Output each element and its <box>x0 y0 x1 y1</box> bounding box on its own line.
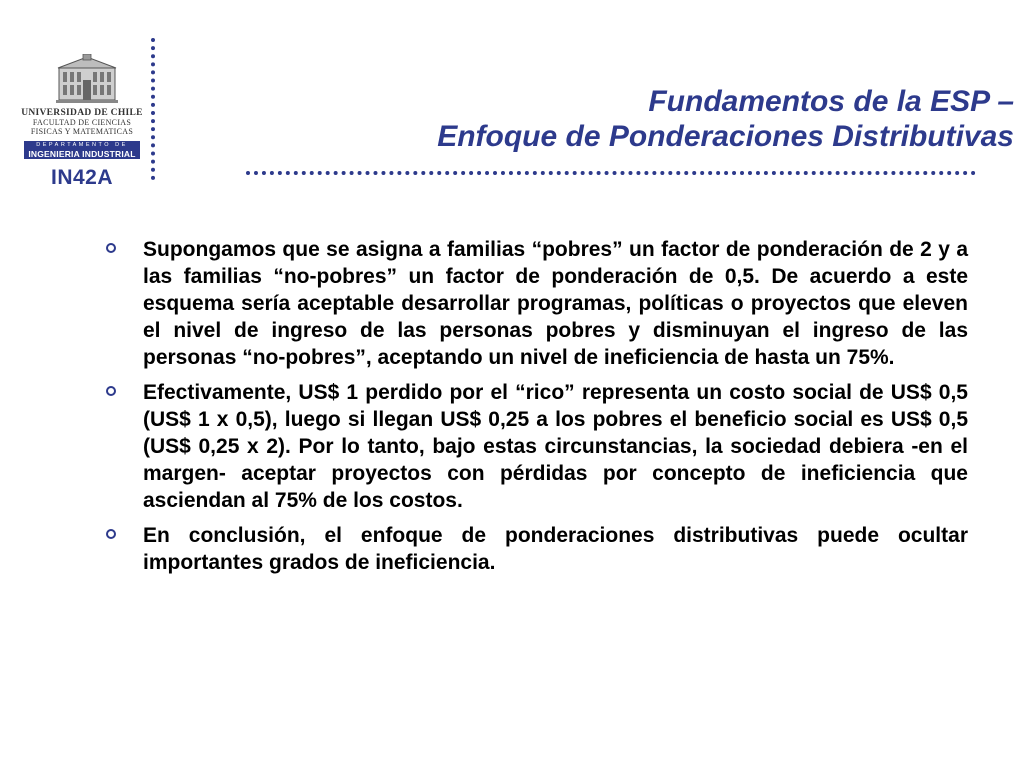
bullet-item <box>100 522 968 576</box>
department-name: INGENIERIA INDUSTRIAL <box>28 149 136 159</box>
bullet-circle-icon <box>106 243 116 253</box>
building-icon <box>56 54 118 104</box>
faculty-line-2: FISICAS Y MATEMATICAS <box>30 127 134 136</box>
slide-title <box>254 84 1014 154</box>
faculty-line-1: FACULTAD DE CIENCIAS <box>32 118 132 127</box>
bullet-text: En conclusión, el enfoque de ponderaciones distributivas puede ocultar importantes grados de ineficiencia. <box>143 524 968 574</box>
title-line-1: Fundamentos de la ESP – <box>648 85 1014 118</box>
course-code: IN42A <box>50 166 114 189</box>
department-label: DEPARTAMENTO DE <box>36 142 128 148</box>
vertical-divider <box>151 38 155 180</box>
bullet-text: Supongamos que se asigna a familias “pobres” un factor de ponderación de 2 y a las familias “no-pobres” un factor de ponderación de 0,5. De acuerdo a este esquema sería aceptable desarrollar programas, políticas o proyectos que eleven el nivel de ingreso de las personas pobres y disminuyan el ingreso de las personas “no-pobres”, aceptando un nivel de ineficiencia de hasta un 75%. <box>143 238 968 369</box>
bullet-circle-icon <box>106 386 116 396</box>
department-bar <box>24 141 140 159</box>
university-name: UNIVERSIDAD DE CHILE <box>21 108 143 118</box>
university-logo <box>18 50 146 200</box>
slide-body <box>100 236 968 584</box>
university-text <box>18 108 146 136</box>
title-divider <box>246 171 976 175</box>
bullet-text: Efectivamente, US$ 1 perdido por el “rico” representa un costo social de US$ 0,5 (US$ 1 x 0,5), luego si llegan US$ 0,25 a los pobres el beneficio social es US$ 0,5 (US$ 0,25 x 2). Por lo tanto, bajo estas circunstancias, la sociedad debiera -en el margen- aceptar proyectos con pérdidas por concepto de ineficiencia que asciendan al 75% de los costos. <box>143 381 968 512</box>
title-line-2: Enfoque de Ponderaciones Distributivas <box>437 120 1014 153</box>
bullet-item <box>100 379 968 514</box>
bullet-circle-icon <box>106 529 116 539</box>
bullet-item <box>100 236 968 371</box>
